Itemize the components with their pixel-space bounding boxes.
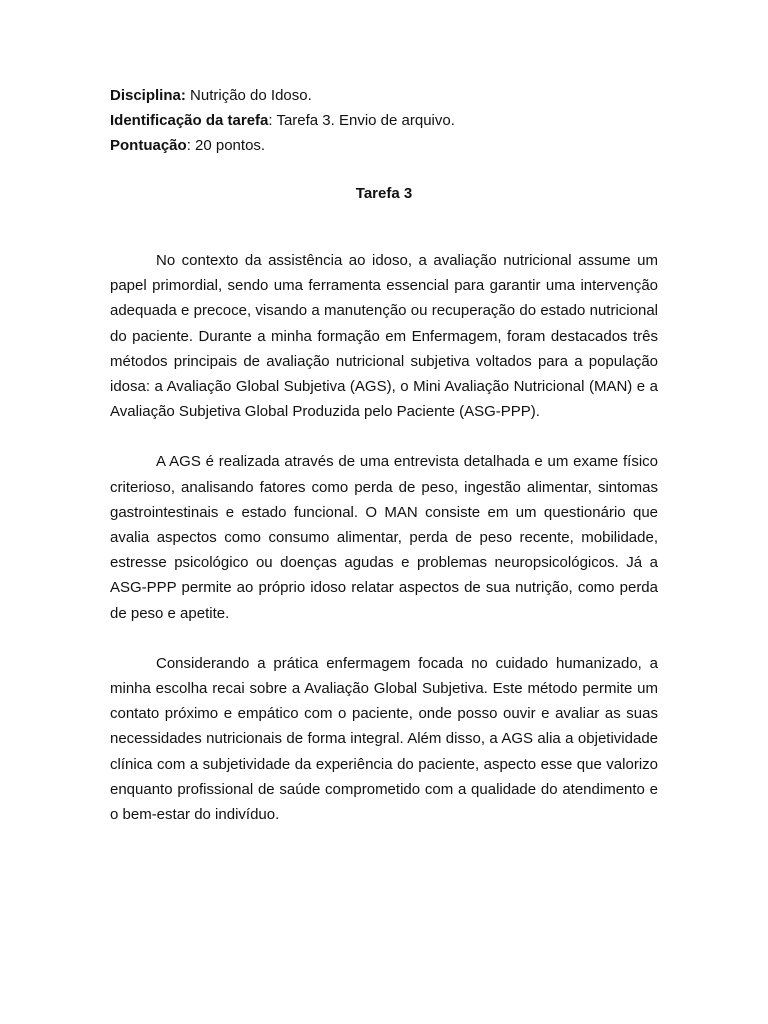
discipline-value: Nutrição do Idoso. bbox=[185, 87, 312, 104]
score-label: Pontuação bbox=[110, 137, 187, 154]
paragraph-methods: A AGS é realizada através de uma entrevista detalhada e um exame físico criterioso, analisando fatores como perda de peso, ingestão alimentar, sintomas gastrointestinais e estado funcional. O MAN consiste em um questionário que avalia aspectos como consumo alimentar, perda de peso recente, mobilidade, estresse psicológico ou doenças agudas e problemas neuropsicológicos. Já a ASG-PPP permite ao próprio idoso relatar aspectos de sua nutrição, como perda de peso e apetite. bbox=[110, 453, 658, 622]
task-value: : Tarefa 3. Envio de arquivo. bbox=[268, 112, 455, 129]
score-value: : 20 pontos. bbox=[186, 137, 266, 154]
paragraph-choice: Considerando a prática enfermagem focada no cuidado humanizado, a minha escolha recai sobre a Avaliação Global Subjetiva. Este método permite um contato próximo e empático com o paciente, onde posso ouvir e avaliar as suas necessidades nutricionais de forma integral. Além disso, a AGS alia a objetividade clínica com a subjetividade da experiência do paciente, aspecto esse que valorizo enquanto profissional de saúde comprometido com a qualidade do atendimento e o bem-estar do indivíduo. bbox=[110, 654, 658, 824]
discipline-line bbox=[110, 83, 658, 108]
paragraph-intro: No contexto da assistência ao idoso, a avaliação nutricional assume um papel primordial, sendo uma ferramenta essencial para garantir uma intervenção adequada e precoce, visando a manutenção ou recuperação do estado nutricional do paciente. Durante a minha formação em Enfermagem, foram destacados três métodos principais de avaliação nutricional subjetiva voltados para a população idosa: a Avaliação Global Subjetiva (AGS), o Mini Avaliação Nutricional (MAN) e a Avaliação Subjetiva Global Produzida pelo Paciente (ASG-PPP). bbox=[110, 252, 658, 421]
task-line bbox=[110, 108, 658, 133]
task-label: Identificação da tarefa bbox=[110, 112, 269, 129]
score-line bbox=[110, 133, 658, 158]
discipline-label: Disciplina: bbox=[110, 87, 186, 104]
document-title: Tarefa 3 bbox=[355, 185, 413, 202]
